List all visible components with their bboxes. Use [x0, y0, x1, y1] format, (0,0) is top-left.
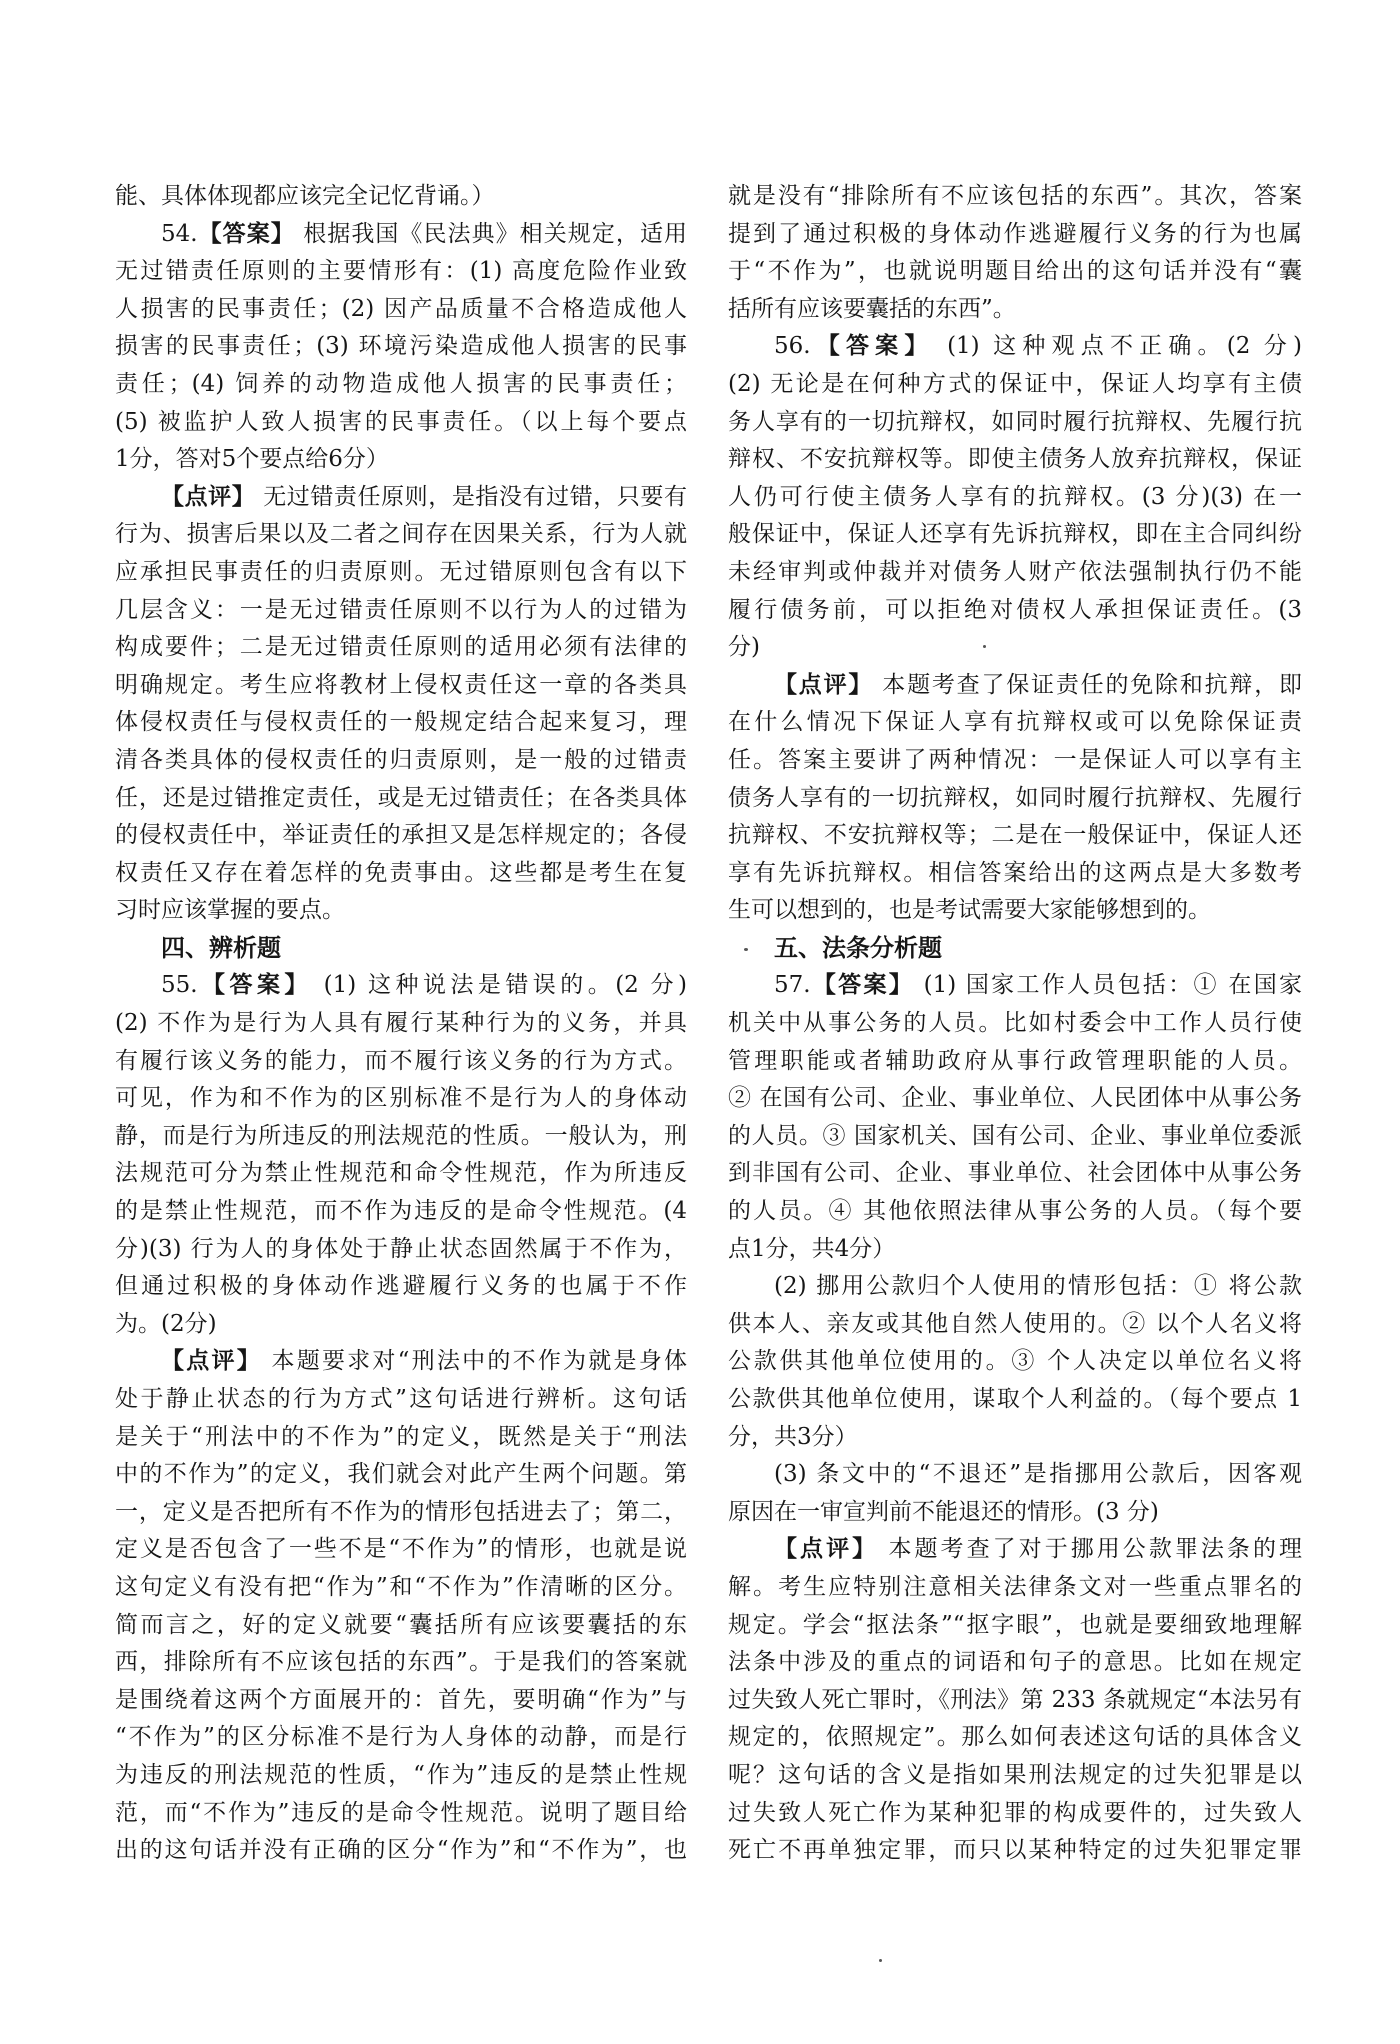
text-line: [728, 441, 1302, 479]
line-text: 务人享有的一切抗辩权，如同时履行抗辩权、先履行抗: [728, 408, 1302, 435]
line-text: 但通过积极的身体动作逃避履行义务的也属于不作: [115, 1273, 687, 1300]
line-text: 有履行该义务的能力，而不履行该义务的行为方式。: [115, 1047, 687, 1074]
line-text: 履行债务前，可以拒绝对债权人承担保证责任。(3: [728, 596, 1302, 623]
text-line: [728, 1381, 1302, 1419]
question-number: 56.: [774, 333, 811, 360]
answer-tag: 【答案】: [197, 220, 295, 247]
text-line: [728, 592, 1302, 630]
text-line: [115, 1193, 687, 1231]
line-text: 人损害的民事责任；(2) 因产品质量不合格造成他人: [115, 295, 687, 322]
line-text: 为。(2分): [115, 1310, 217, 1337]
text-line: [115, 1607, 687, 1645]
line-text: 抗辩权、不安抗辩权等；二是在一般保证中，保证人还: [728, 822, 1302, 849]
text-line: [728, 1494, 1302, 1532]
text-line: [728, 1419, 1302, 1457]
line-text: 1分，答对5个要点给6分）: [115, 446, 389, 473]
line-text: 辩权、不安抗辩权等。即使主债务人放弃抗辩权，保证: [728, 446, 1302, 473]
line-text: 在什么情况下保证人享有抗辩权或可以免除保证责: [728, 709, 1302, 736]
text-line: [115, 892, 687, 930]
text-line: [115, 1005, 687, 1043]
line-text: (2) 无论是在何种方式的保证中，保证人均享有主债: [728, 370, 1302, 397]
line-text: 括所有应该要囊括的东西”。: [728, 295, 1016, 322]
text-line: [728, 1757, 1302, 1795]
line-text: 的侵权责任中，举证责任的承担又是怎样规定的；各侵: [115, 822, 687, 849]
line-text: 清各类具体的侵权责任的归责原则，是一般的过错责: [115, 746, 687, 773]
text-line: [115, 291, 687, 329]
text-line: [728, 1080, 1302, 1118]
line-text: (1) 国家工作人员包括：① 在国家: [914, 972, 1302, 999]
line-text: 法条中涉及的重点的词语和句子的意思。比如在规定: [728, 1649, 1302, 1676]
text-line: [115, 742, 687, 780]
line-text: 解。考生应特别注意相关法律条文对一些重点罪名的: [728, 1573, 1302, 1600]
right-column: [728, 178, 1302, 1870]
line-text: (1) 这种说法是错误的。(2 分): [311, 972, 687, 999]
text-line: [115, 1268, 687, 1306]
question-number: 55.: [161, 972, 198, 999]
line-text: 机关中从事公务的人员。比如村委会中工作人员行使: [728, 1010, 1302, 1037]
text-line: [115, 404, 687, 442]
text-line: [728, 479, 1302, 517]
text-line: [728, 554, 1302, 592]
text-line: [115, 967, 687, 1005]
text-line: [115, 516, 687, 554]
line-text: (2) 不作为是行为人具有履行某种行为的义务，并具: [115, 1010, 687, 1037]
question-number: 54.: [161, 220, 198, 247]
text-line: [728, 516, 1302, 554]
text-line: [115, 1719, 687, 1757]
line-text: 本题考查了对于挪用公款罪法条的理: [878, 1536, 1302, 1563]
text-line: [728, 1795, 1302, 1833]
text-line: [728, 216, 1302, 254]
text-line: [115, 1080, 687, 1118]
text-line: [115, 1231, 687, 1269]
text-line: [115, 328, 687, 366]
line-text: “不作为”的区分标准不是行为人身体的动静，而是行: [115, 1724, 687, 1751]
text-line: [728, 1306, 1302, 1344]
answer-tag: 【点评】: [774, 1536, 879, 1563]
answer-tag: 【点评】: [161, 1348, 262, 1375]
section-heading: [115, 930, 687, 968]
text-line: [728, 967, 1302, 1005]
line-text: 分): [728, 634, 760, 661]
line-text: 是关于“刑法中的不作为”的定义，既然是关于“刑法: [115, 1423, 687, 1450]
text-line: [728, 1268, 1302, 1306]
text-line: [115, 1494, 687, 1532]
text-line: [728, 328, 1302, 366]
line-text: 呢？这句话的含义是指如果刑法规定的过失犯罪是以: [728, 1761, 1302, 1788]
line-text: 就是没有“排除所有不应该包括的东西”。其次，答案: [728, 183, 1302, 209]
line-text: 一，定义是否把所有不作为的情形包括进去了；第二，: [115, 1498, 687, 1525]
text-line: [728, 1231, 1302, 1269]
line-text: 规定的，依照规定”。那么如何表述这句话的具体含义: [728, 1724, 1302, 1751]
line-text: 的是禁止性规范，而不作为违反的是命令性规范。(4: [115, 1198, 687, 1225]
answer-tag: 【答案】: [810, 972, 915, 999]
line-text: 的人员。③ 国家机关、国有公司、企业、事业单位委派: [728, 1122, 1302, 1149]
text-line: [728, 404, 1302, 442]
line-text: 西，排除所有不应该包括的东西”。于是我们的答案就: [115, 1649, 687, 1676]
text-line: [115, 1118, 687, 1156]
question-number: 57.: [774, 972, 811, 999]
scan-speck: [983, 645, 986, 648]
text-line: [728, 1644, 1302, 1682]
text-line: [115, 178, 687, 216]
line-text: 未经审判或仲裁并对债务人财产依法强制执行仍不能: [728, 558, 1302, 585]
text-line: [115, 780, 687, 818]
line-text: 债务人享有的一切抗辩权，如同时履行抗辩权、先履行: [728, 784, 1302, 811]
line-text: 无过错责任原则的主要情形有：(1) 高度危险作业致: [115, 258, 687, 285]
line-text: 于“不作为”，也就说明题目给出的这句话并没有“囊: [728, 258, 1302, 285]
text-line: [728, 178, 1302, 216]
line-text: 死亡不再单独定罪，而只以某种特定的过失犯罪定罪: [728, 1837, 1302, 1864]
text-line: [115, 1644, 687, 1682]
text-line: [728, 1607, 1302, 1645]
line-text: 应承担民事责任的归责原则。无过错原则包含有以下: [115, 558, 687, 585]
text-line: [728, 1531, 1302, 1569]
text-line: [728, 1118, 1302, 1156]
line-text: 分)(3) 行为人的身体处于静止状态固然属于不作为，: [115, 1235, 687, 1262]
text-line: [728, 253, 1302, 291]
line-text: (5) 被监护人致人损害的民事责任。（以上每个要点: [115, 408, 687, 435]
line-text: 损害的民事责任；(3) 环境污染造成他人损害的民事: [115, 333, 687, 360]
line-text: 本题要求对“刑法中的不作为就是身体: [261, 1348, 687, 1375]
text-line: [115, 1569, 687, 1607]
text-line: [115, 1155, 687, 1193]
line-text: 享有先诉抗辩权。相信答案给出的这两点是大多数考: [728, 859, 1302, 886]
line-text: 般保证中，保证人还享有先诉抗辩权，即在主合同纠纷: [728, 521, 1302, 548]
line-text: 任。答案主要讲了两种情况：一是保证人可以享有主: [728, 746, 1302, 773]
answer-tag: 【点评】: [161, 483, 256, 510]
line-text: 提到了通过积极的身体动作逃避履行义务的行为也属: [728, 220, 1302, 247]
text-line: [728, 1155, 1302, 1193]
line-text: 公款供其他单位使用的。③ 个人决定以单位名义将: [728, 1348, 1302, 1375]
text-line: [115, 1306, 687, 1344]
line-text: 过失致人死亡罪时，《刑法》第 233 条就规定“本法另有: [728, 1686, 1302, 1713]
line-text: 任，还是过错推定责任，或是无过错责任；在各类具体: [115, 784, 687, 811]
text-line: [115, 629, 687, 667]
line-text: 分，共3分）: [728, 1423, 858, 1450]
line-text: 的人员。④ 其他依照法律从事公务的人员。（每个要: [728, 1198, 1302, 1225]
text-line: [728, 1719, 1302, 1757]
line-text: 无过错责任原则，是指没有过错，只要有: [255, 483, 687, 510]
text-line: [728, 1456, 1302, 1494]
text-line: [728, 780, 1302, 818]
text-line: [115, 479, 687, 517]
line-text: 到非国有公司、企业、事业单位、社会团体中从事公务: [728, 1160, 1302, 1187]
line-text: 是围绕着这两个方面展开的：首先，要明确“作为”与: [115, 1686, 687, 1713]
line-text: 过失致人死亡作为某种犯罪的构成要件的，过失致人: [728, 1799, 1302, 1826]
line-text: 点1分，共4分）: [728, 1235, 896, 1262]
line-text: 习时应该掌握的要点。: [115, 897, 345, 924]
answer-tag: 【答案】: [197, 972, 312, 999]
text-line: [115, 1419, 687, 1457]
line-text: 中的不作为”的定义，我们就会对此产生两个问题。第: [115, 1461, 687, 1488]
text-line: [728, 1343, 1302, 1381]
text-line: [115, 1832, 687, 1870]
text-line: [115, 366, 687, 404]
line-text: 范，而“不作为”违反的是命令性规范。说明了题目给: [115, 1799, 687, 1826]
line-text: 规定。学会“抠法条”“抠字眼”，也就是要细致地理解: [728, 1611, 1302, 1638]
text-line: [728, 1005, 1302, 1043]
line-text: 根据我国《民法典》相关规定，适用: [294, 220, 687, 247]
text-line: [115, 554, 687, 592]
text-line: [728, 704, 1302, 742]
text-line: [115, 855, 687, 893]
line-text: 管理职能或者辅助政府从事行政管理职能的人员。: [728, 1047, 1302, 1074]
answer-tag: 【点评】: [774, 671, 874, 698]
text-line: [115, 1531, 687, 1569]
line-text: 原因在一审宣判前不能退还的情形。(3 分): [728, 1498, 1159, 1525]
text-line: [115, 1456, 687, 1494]
text-line: [115, 1381, 687, 1419]
text-line: [728, 291, 1302, 329]
text-line: [728, 629, 1302, 667]
text-line: [115, 1043, 687, 1081]
text-line: [115, 817, 687, 855]
line-text: 出的这句话并没有正确的区分“作为”和“不作为”，也: [115, 1837, 687, 1864]
scan-speck: [744, 948, 748, 951]
line-text: 定义是否包含了一些不是“不作为”的情形，也就是说: [115, 1536, 687, 1563]
line-text: 行为、损害后果以及二者之间存在因果关系，行为人就: [115, 521, 687, 548]
section-heading: [728, 930, 1302, 968]
line-text: 可见，作为和不作为的区别标准不是行为人的身体动: [115, 1085, 687, 1112]
line-text: 公款供其他单位使用，谋取个人利益的。（每个要点 1: [728, 1386, 1302, 1412]
text-line: [728, 855, 1302, 893]
line-text: 体侵权责任与侵权责任的一般规定结合起来复习，理: [115, 709, 687, 736]
text-line: [115, 1343, 687, 1381]
left-column: [115, 178, 687, 1870]
line-text: 责任；(4) 饲养的动物造成他人损害的民事责任；: [115, 370, 687, 397]
line-text: 静，而是行为所违反的刑法规范的性质。一般认为，刑: [115, 1122, 687, 1149]
line-text: 本题考查了保证责任的免除和抗辩，即: [873, 671, 1302, 698]
line-text: 这句定义有没有把“作为”和“不作为”作清晰的区分。: [115, 1573, 687, 1600]
line-text: 法规范可分为禁止性规范和命令性规范，作为所违反: [115, 1160, 687, 1187]
line-text: 为违反的刑法规范的性质，“作为”违反的是禁止性规: [115, 1761, 687, 1788]
text-line: [728, 742, 1302, 780]
line-text: (2) 挪用公款归个人使用的情形包括：① 将公款: [774, 1273, 1302, 1300]
line-text: 权责任又存在着怎样的免责事由。这些都是考生在复: [115, 859, 687, 886]
line-text: (1) 这种观点不正确。(2 分): [933, 333, 1302, 360]
line-text: 简而言之，好的定义就要“囊括所有应该要囊括的东: [115, 1611, 687, 1638]
text-line: [728, 892, 1302, 930]
line-text: 四、辨析题: [161, 933, 281, 962]
text-line: [728, 1193, 1302, 1231]
text-line: [728, 667, 1302, 705]
line-text: ② 在国有公司、企业、事业单位、人民团体中从事公务: [728, 1085, 1302, 1112]
text-line: [115, 592, 687, 630]
line-text: 处于静止状态的行为方式”这句话进行辨析。这句话: [115, 1386, 687, 1412]
line-text: 生可以想到的，也是考试需要大家能够想到的。: [728, 897, 1211, 924]
line-text: 供本人、亲友或其他自然人使用的。② 以个人名义将: [728, 1310, 1302, 1337]
text-line: [115, 704, 687, 742]
line-text: 明确规定。考生应将教材上侵权责任这一章的各类具: [115, 671, 687, 698]
line-text: (3) 条文中的“不退还”是指挪用公款后，因客观: [774, 1461, 1302, 1488]
text-line: [728, 1043, 1302, 1081]
text-line: [115, 1682, 687, 1720]
line-text: 五、法条分析题: [774, 933, 942, 962]
text-line: [115, 253, 687, 291]
text-line: [115, 1757, 687, 1795]
line-text: 几层含义：一是无过错责任原则不以行为人的过错为: [115, 596, 687, 623]
scan-speck: [879, 1959, 882, 1962]
text-line: [115, 667, 687, 705]
text-line: [115, 216, 687, 254]
text-line: [728, 1569, 1302, 1607]
text-line: [728, 366, 1302, 404]
text-line: [728, 1682, 1302, 1720]
line-text: 构成要件；二是无过错责任原则的适用必须有法律的: [115, 634, 687, 661]
text-line: [115, 441, 687, 479]
text-line: [728, 817, 1302, 855]
answer-tag: 【答案】: [810, 333, 934, 360]
text-line: [728, 1832, 1302, 1870]
text-line: [115, 1795, 687, 1833]
line-text: 能、具体体现都应该完全记忆背诵。）: [115, 183, 495, 209]
line-text: 人仍可行使主债务人享有的抗辩权。(3 分)(3) 在一: [728, 483, 1302, 510]
